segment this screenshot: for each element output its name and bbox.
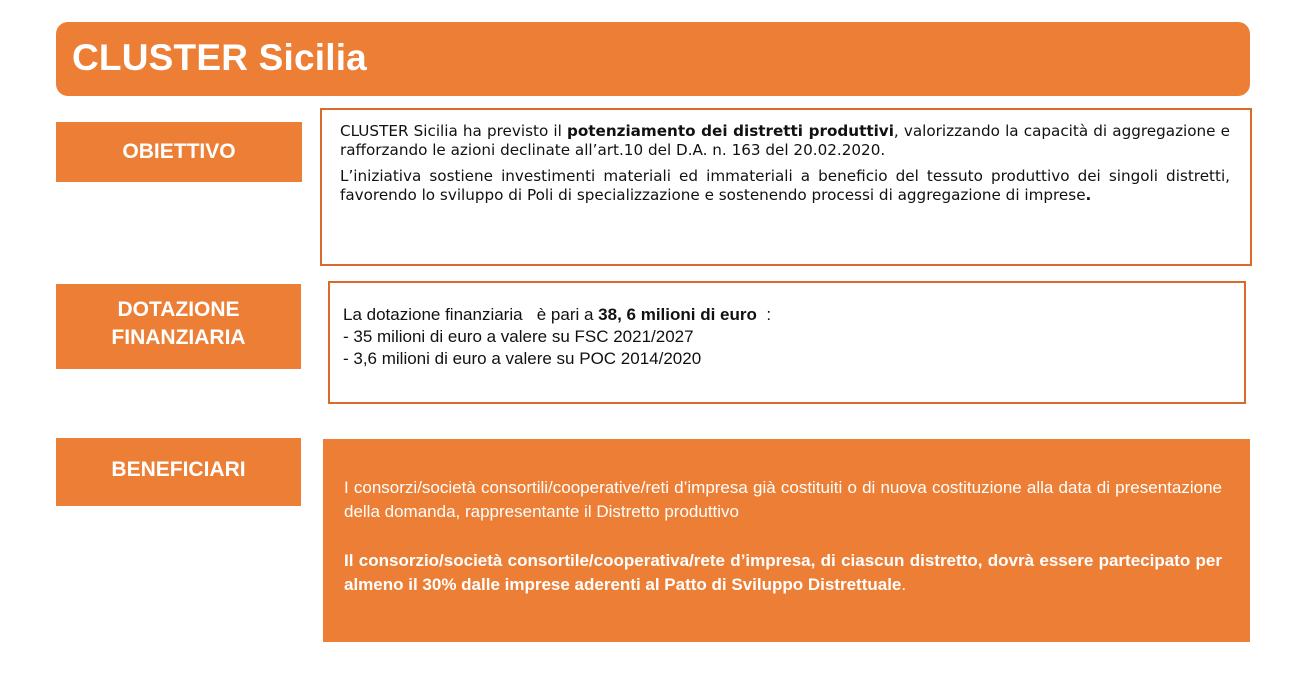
- obiettivo-paragraph-2: [340, 167, 1230, 205]
- obiettivo-p2-text: L’iniziativa sostiene investimenti materiali ed immateriali a beneficio del tessuto produttivo dei singoli distretti, favorendo lo sviluppo di Poli di specializzazione e sostenendo processi di aggregazione di imprese: [340, 167, 1230, 204]
- dotazione-item-fsc: - 35 milioni di euro a valere su FSC 2021/2027: [343, 327, 694, 346]
- beneficiari-p2-post: .: [901, 575, 907, 594]
- obiettivo-paragraph-1: [340, 122, 1230, 160]
- dotazione-box: [328, 281, 1246, 404]
- beneficiari-p2-bold: Il consorzio/società consortile/cooperativa/rete d’impresa, di ciascun distretto, dovrà essere partecipato per almeno il 30% dalle imprese aderenti al Patto di Sviluppo Distrettuale: [344, 551, 1222, 594]
- dotazione-item-poc: - 3,6 milioni di euro a valere su POC 2014/2020: [343, 349, 702, 368]
- title-banner: [56, 22, 1250, 96]
- beneficiari-box: [323, 439, 1250, 642]
- label-obiettivo-text: OBIETTIVO: [122, 140, 236, 163]
- dotazione-amount: 38, 6 milioni di euro: [598, 305, 757, 324]
- obiettivo-box: [320, 108, 1252, 266]
- obiettivo-p2-bold: .: [1085, 186, 1092, 204]
- page-title: CLUSTER Sicilia: [72, 37, 367, 78]
- obiettivo-p1-bold: potenziamento dei distretti produttivi: [566, 122, 894, 140]
- obiettivo-p1-post: , valorizzando la capacità di aggregazione e rafforzando le azioni declinate all’art.10 del D.A. n. 163 del 20.02.2020.: [340, 122, 1230, 159]
- dotazione-intro-post: :: [756, 305, 772, 324]
- dotazione-intro-text: La dotazione finanziaria è pari a: [343, 305, 599, 324]
- beneficiari-paragraph-2: [344, 549, 1222, 597]
- label-dotazione-line-2: FINANZIARIA: [111, 326, 246, 349]
- label-beneficiari: [56, 438, 301, 506]
- label-obiettivo: [56, 122, 302, 182]
- obiettivo-p1-text: CLUSTER Sicilia ha previsto il: [340, 122, 567, 140]
- dotazione-intro: [343, 304, 1232, 326]
- beneficiari-paragraph-1: I consorzi/società consortili/cooperative/reti d’impresa già costituiti o di nuova costituzione alla data di presentazione della domanda, rappresentante il Distretto produttivo: [344, 478, 1222, 521]
- label-dotazione-line-1: DOTAZIONE: [117, 298, 240, 321]
- label-dotazione: [56, 284, 301, 369]
- label-beneficiari-text: BENEFICIARI: [111, 458, 246, 481]
